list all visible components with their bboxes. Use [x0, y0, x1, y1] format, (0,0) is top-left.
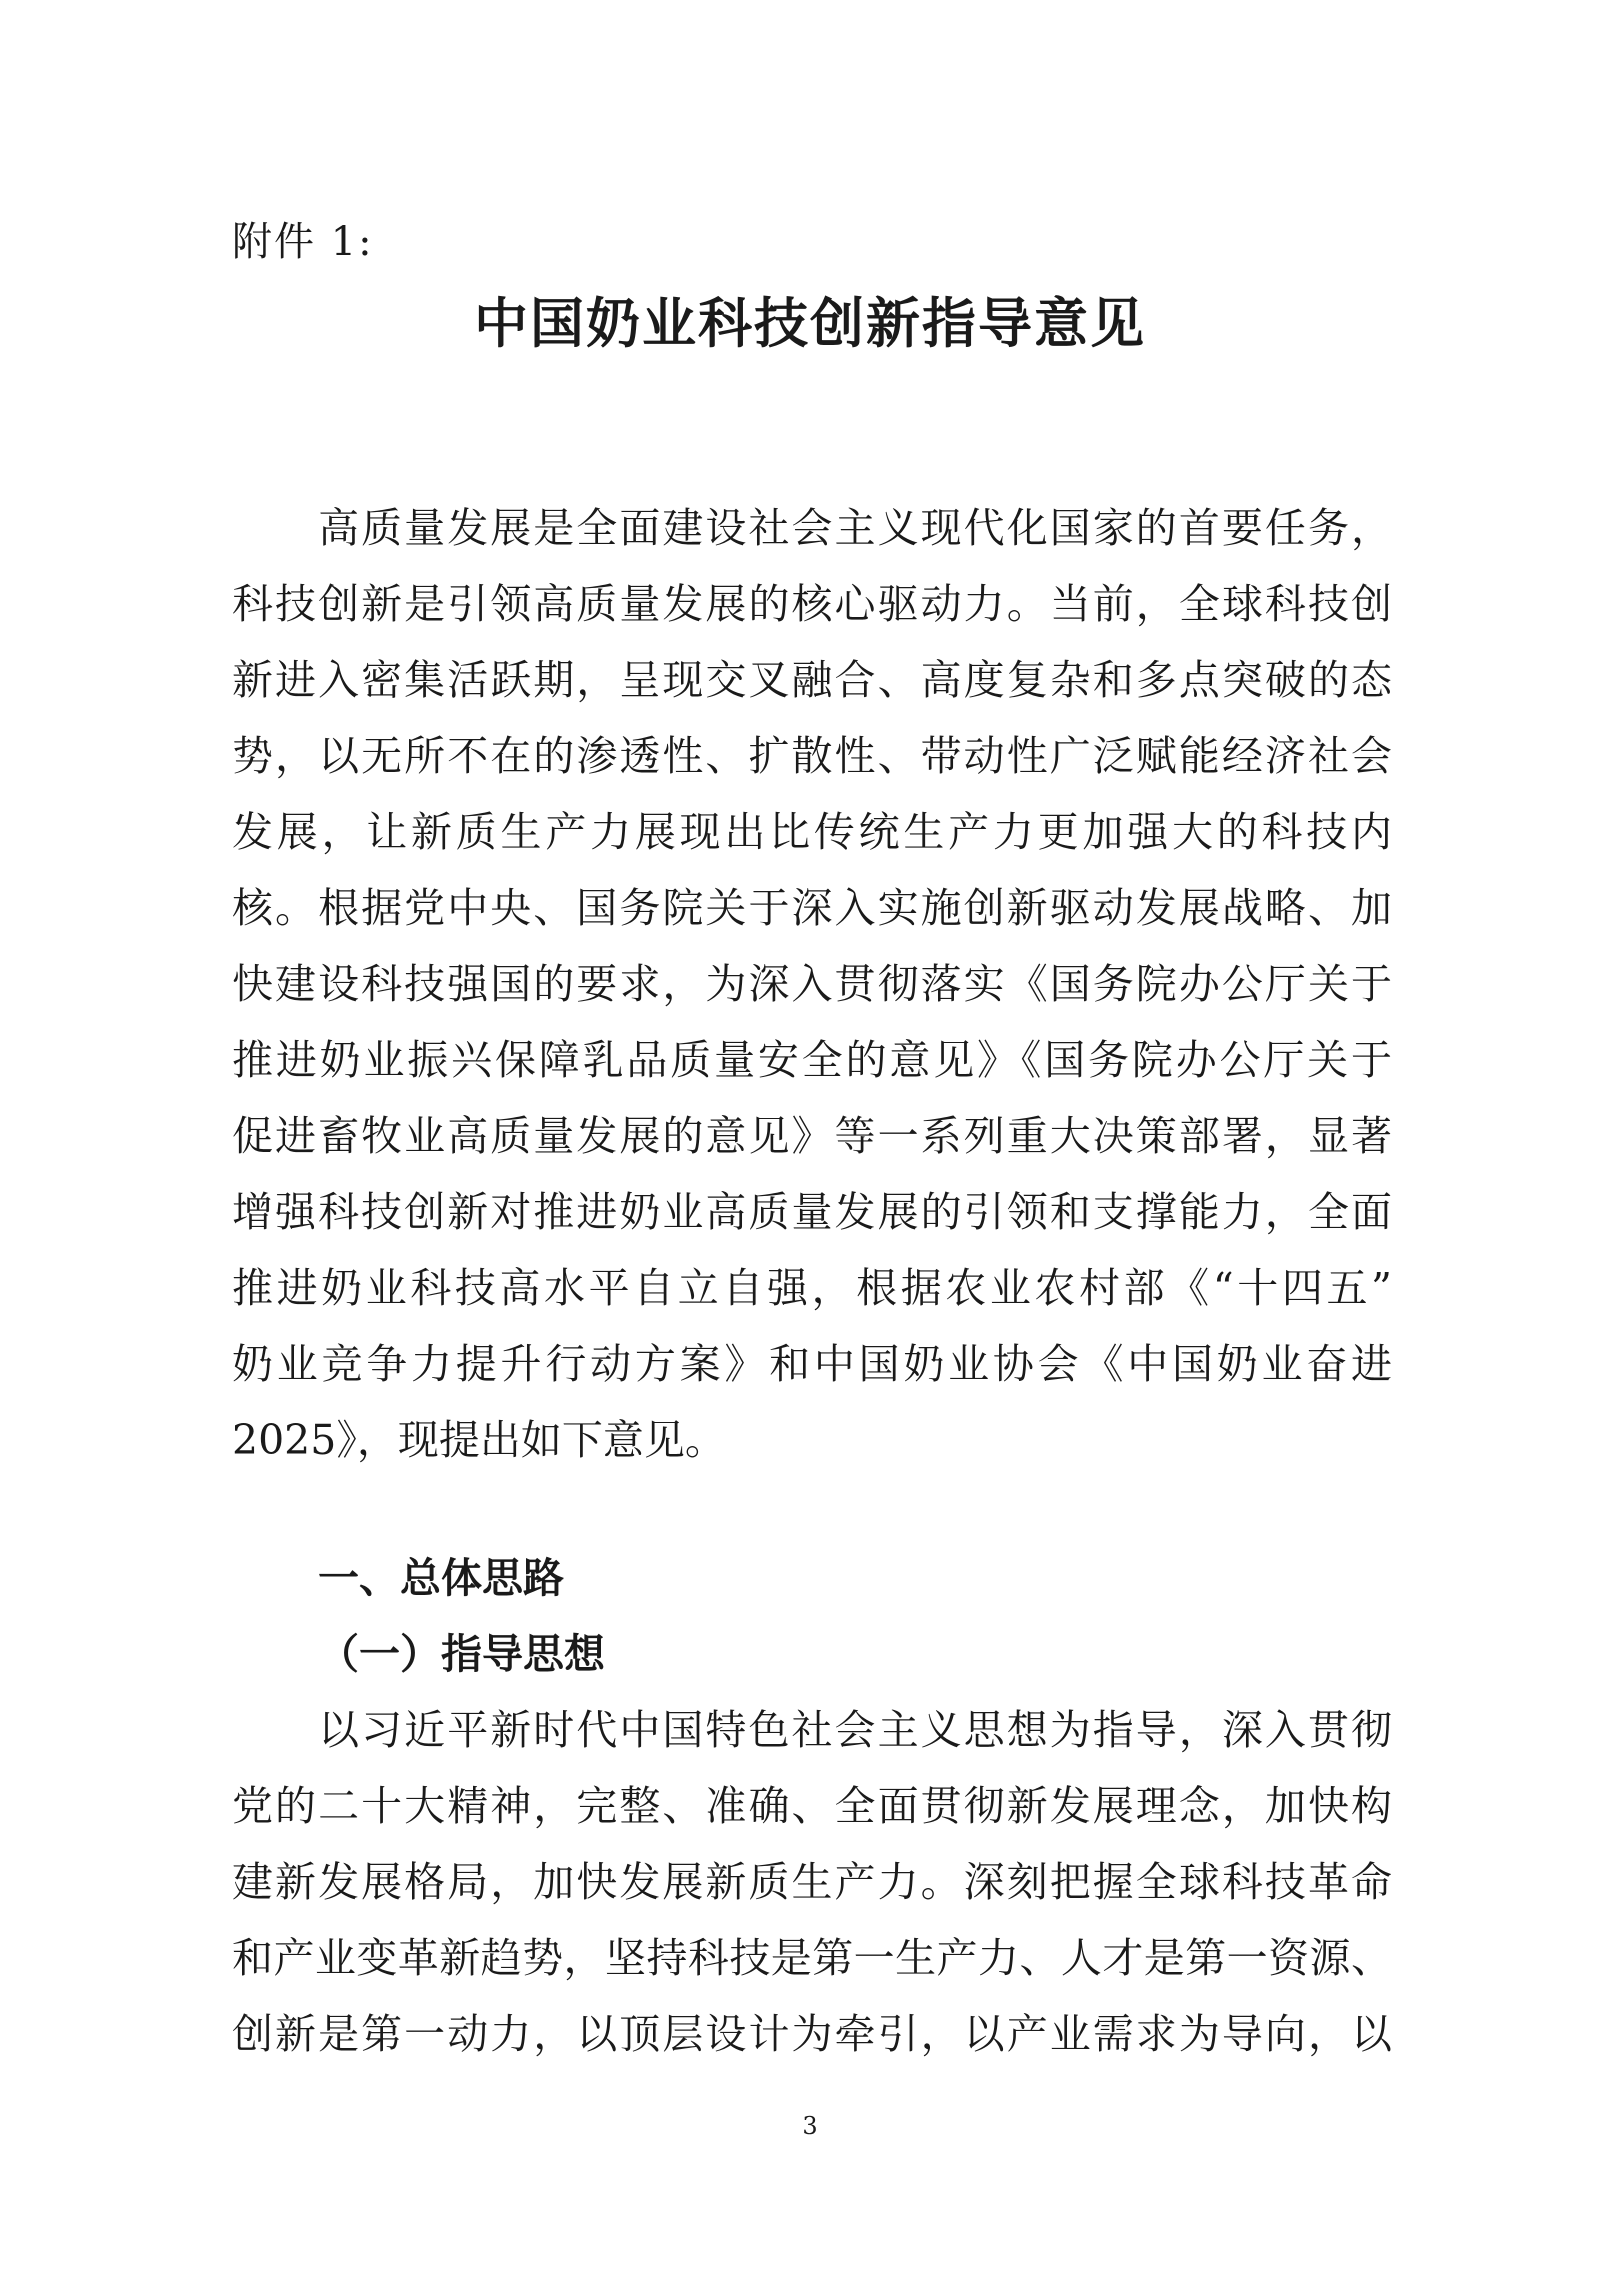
intro-line: 新进入密集活跃期，呈现交叉融合、高度复杂和多点突破的态 [232, 656, 1392, 704]
intro-line: 2025》，现提出如下意见。 [232, 1416, 726, 1464]
intro-line: 快建设科技强国的要求，为深入贯彻落实《国务院办公厅关于 [232, 960, 1392, 1008]
guiding-line: 和产业变革新趋势，坚持科技是第一生产力、人才是第一资源、 [232, 1934, 1392, 1982]
document-title: 中国奶业科技创新指导意见 [474, 292, 1146, 355]
intro-line: 科技创新是引领高质量发展的核心驱动力。当前，全球科技创 [232, 580, 1392, 628]
page-number: 3 [802, 2112, 818, 2140]
intro-line: 促进畜牧业高质量发展的意见》等一系列重大决策部署，显著 [232, 1112, 1392, 1160]
guiding-line: 创新是第一动力，以顶层设计为牵引，以产业需求为导向，以 [232, 2010, 1392, 2058]
intro-line: 发展，让新质生产力展现出比传统生产力更加强大的科技内 [232, 808, 1392, 856]
intro-line: 推进奶业科技高水平自立自强，根据农业农村部《“十四五” [232, 1264, 1392, 1312]
intro-line: 核。根据党中央、国务院关于深入实施创新驱动发展战略、加 [232, 884, 1392, 932]
guiding-line: 党的二十大精神，完整、准确、全面贯彻新发展理念，加快构 [232, 1782, 1392, 1830]
attachment-label: 附件 1: [232, 219, 374, 265]
intro-line: 奶业竞争力提升行动方案》和中国奶业协会《中国奶业奋进 [232, 1340, 1392, 1388]
guiding-line: 以习近平新时代中国特色社会主义思想为指导，深入贯彻 [232, 1706, 1392, 1754]
section-heading: 一、总体思路 [318, 1554, 564, 1602]
intro-line: 推进奶业振兴保障乳品质量安全的意见》《国务院办公厅关于 [232, 1036, 1392, 1084]
subsection-heading: （一）指导思想 [318, 1630, 605, 1678]
guiding-line: 建新发展格局，加快发展新质生产力。深刻把握全球科技革命 [232, 1858, 1392, 1906]
intro-line: 增强科技创新对推进奶业高质量发展的引领和支撑能力，全面 [232, 1188, 1392, 1236]
intro-line: 势，以无所不在的渗透性、扩散性、带动性广泛赋能经济社会 [232, 732, 1392, 780]
intro-line: 高质量发展是全面建设社会主义现代化国家的首要任务， [232, 504, 1392, 552]
